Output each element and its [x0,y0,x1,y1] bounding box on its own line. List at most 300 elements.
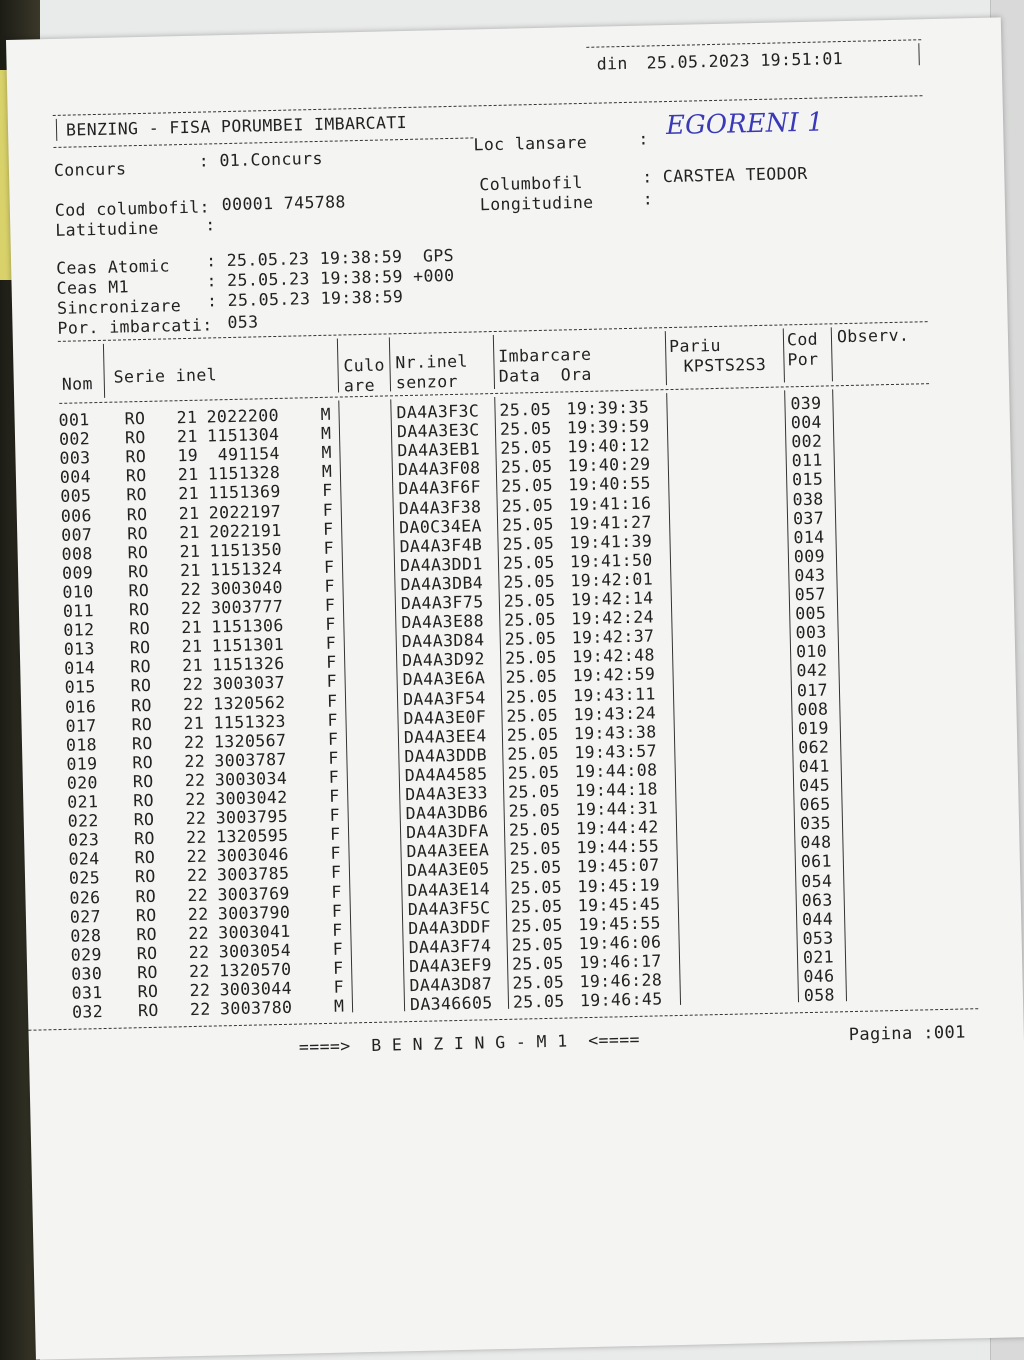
cell-cod: 035 [799,813,832,834]
cell-an: 22 [184,770,206,791]
cell-sex: F [326,691,338,711]
cell-an: 22 [183,732,205,752]
cell-nom: 021 [67,792,99,812]
cell-cod: 004 [790,412,823,433]
cell-ora: 19:41:39 [569,531,653,553]
cell-nom: 025 [68,868,101,889]
col-sep-cod [831,327,833,381]
cell-ora: 19:46:06 [578,932,662,954]
cell-nom: 001 [58,410,90,430]
cell-senzor: DA4A3F38 [398,496,482,518]
cell-sex: M [320,404,332,424]
cell-data: 25.05 [501,514,555,535]
ceas-m1-value: : 25.05.23 19:38:59 +000 [206,265,455,291]
cell-ora: 19:45:19 [577,874,661,896]
cell-serie: 1151326 [212,654,285,675]
cell-data: 25.05 [502,552,555,573]
cell-data: 25.05 [506,724,559,745]
cell-ora: 19:45:55 [577,913,662,934]
cell-data: 25.05 [509,858,562,879]
cell-senzor: DA4A3F6F [398,477,482,499]
cell-cod: 043 [794,565,826,586]
cell-tara: RO [136,924,158,944]
cell-serie: 3003795 [215,806,289,828]
cell-tara: RO [130,676,152,696]
cell-senzor: DA4A3E05 [406,859,490,881]
cell-an: 21 [182,655,204,676]
col-sep-culo [389,337,391,391]
cell-tara: RO [127,561,149,582]
cell-sex: M [320,423,332,444]
date-label: din [596,53,628,74]
date-value: 25.05.2023 19:51:01 [646,49,844,73]
cell-nom: 013 [63,639,96,660]
cell-an: 21 [179,560,201,580]
cell-data: 25.05 [511,915,564,936]
cell-an: 22 [182,694,204,714]
cell-an: 21 [178,484,200,504]
latitudine-value: : [205,215,216,235]
cell-senzor: DA4A3F3C [396,401,480,423]
cell-an: 22 [189,980,211,1001]
cell-senzor: DA4A3EE4 [403,725,487,747]
cell-ora: 19:40:12 [567,435,651,457]
cell-serie: 1320567 [213,730,287,752]
cell-serie: 3003046 [216,845,290,866]
cell-sex: F [324,595,336,615]
por-imbarcati-value: 053 [227,312,259,333]
cell-sex: F [329,824,341,845]
cell-tara: RO [124,428,146,448]
cell-sex: F [323,557,335,577]
cell-serie: 1320595 [215,825,289,847]
cell-data: 25.05 [504,647,558,669]
col-header-observ: Observ. [836,325,910,347]
cell-tara: RO [125,466,147,486]
cell-sex: F [323,538,335,558]
cell-serie: 2022197 [208,501,282,523]
cell-nom: 022 [67,811,99,831]
cell-ora: 19:45:45 [577,893,661,915]
col-sep-serie [337,339,339,393]
cell-senzor: DA4A3E33 [405,783,489,805]
cod-columbofil-value: 00001 745788 [221,192,346,215]
cell-serie: 3003042 [215,787,288,809]
cell-cod: 039 [790,393,822,414]
cell-ora: 19:43:24 [573,703,657,724]
cell-an: 21 [176,426,198,447]
cell-senzor: DA346605 [409,993,493,1015]
cell-cod: 009 [793,546,826,567]
cell-nom: 015 [64,677,96,698]
sincronizare-label: Sincronizare [56,296,182,318]
footer-page-number: Pagina :001 [848,1022,966,1046]
cell-senzor: DA4A3DFA [405,821,489,843]
cell-nom: 012 [63,620,95,640]
cell-an: 21 [179,541,201,561]
concurs-value: : 01.Concurs [198,148,323,171]
cell-tara: RO [135,886,157,906]
cell-sex: F [333,977,345,997]
cell-data: 25.05 [510,877,563,898]
col-header-data-ora: Data Ora [498,364,592,386]
cell-tara: RO [130,695,153,715]
cell-sex: F [325,633,337,654]
cell-data: 25.05 [504,609,557,630]
cell-cod: 048 [800,832,832,853]
cell-nom: 003 [59,448,91,469]
cell-senzor: DA4A3F75 [400,592,484,614]
cell-cod: 062 [798,737,830,758]
cell-ora: 19:43:38 [573,722,657,743]
cell-serie: 3003769 [217,883,290,904]
cell-cod: 042 [796,660,828,681]
cell-an: 22 [180,598,202,619]
cell-data: 25.05 [511,953,564,974]
cell-tara: RO [129,638,151,658]
cell-nom: 008 [61,543,93,564]
cell-cod: 061 [800,851,833,872]
cell-cod: 045 [798,775,831,796]
cell-sex: F [332,939,344,959]
cell-sex: F [322,481,333,501]
cell-data: 25.05 [505,686,558,707]
cell-serie: 1151301 [211,635,285,656]
cell-cod: 058 [803,985,836,1006]
cell-cod: 057 [794,584,827,605]
cell-nom: 024 [68,849,100,870]
cell-an: 22 [187,885,209,905]
cell-nom: 023 [67,830,100,850]
col-header-nom: Nom [61,374,94,394]
cell-sex: F [330,862,342,883]
cell-tara: RO [136,962,159,983]
cell-sex: M [321,462,333,482]
cell-tara: RO [124,408,146,429]
cell-senzor: DA4A3DB6 [405,802,489,824]
cell-senzor: DA4A3D87 [409,974,493,996]
cell-data: 25.05 [508,819,561,840]
loc-lansare-label: Loc lansare [473,132,588,155]
cell-senzor: DA4A3F54 [402,687,486,709]
cell-tara: RO [137,981,159,1002]
ceas-m1-label: Ceas M1 [56,277,130,298]
cell-tara: RO [134,848,156,868]
ceas-atomic-label: Ceas Atomic [55,256,171,278]
cell-tara: RO [127,523,149,543]
cell-ora: 19:44:18 [574,779,659,801]
cell-cod: 019 [797,718,830,738]
cell-tara: RO [137,1000,159,1021]
col-header-kpsts: KPSTS2S3 [683,354,767,376]
col-header-cod: Cod [786,329,819,350]
cell-sex: F [329,786,340,806]
cell-cod: 046 [803,966,835,987]
cell-cod: 011 [791,450,823,471]
cell-senzor: DA4A4585 [404,764,488,786]
cell-senzor: DA0C34EA [398,515,483,537]
cell-nom: 002 [58,429,91,449]
cell-data: 25.05 [501,495,554,516]
cell-sex: F [327,729,339,749]
cell-an: 21 [181,636,203,657]
cell-an: 22 [188,961,211,981]
col-header-pariu: Pariu [668,335,721,357]
col-sep-pariu [783,328,785,382]
cell-senzor: DA4A3EEA [406,840,490,862]
cell-serie: 1151369 [208,482,281,503]
header-rule-top [586,39,921,48]
cell-ora: 19:42:01 [570,569,654,591]
loc-lansare-value: : [638,129,649,149]
cell-ora: 19:39:35 [566,397,650,419]
cell-tara: RO [126,504,148,524]
col-header-culo-2: are [343,375,376,396]
cell-nom: 026 [69,887,101,908]
cell-data: 25.05 [511,934,564,955]
cell-data: 25.05 [503,571,556,592]
cell-sex: F [325,652,337,673]
cell-tara: RO [132,752,154,773]
cell-nom: 020 [66,772,99,793]
cell-serie: 3003787 [214,749,287,771]
cell-an: 22 [189,999,211,1020]
cell-sex: F [331,901,343,921]
cell-nom: 019 [66,753,98,774]
cell-an: 19 [177,445,199,466]
cell-nom: 031 [71,983,103,1003]
columbofil-label: Columbofil [479,172,583,195]
cell-ora: 19:44:55 [576,836,660,858]
cell-serie: 1151306 [211,615,284,637]
cell-an: 21 [178,522,201,542]
cell-tara: RO [126,485,148,505]
cell-ora: 19:42:24 [571,607,655,629]
cell-sex: F [332,920,343,940]
cell-serie: 3003780 [219,997,293,1019]
cell-nom: 005 [60,486,92,507]
cell-data: 25.05 [502,533,555,554]
cell-ora: 19:41:27 [568,512,652,533]
cell-ora: 19:40:55 [568,473,652,495]
cell-nom: 027 [69,906,102,927]
cell-cod: 044 [801,909,834,929]
cell-sex: F [325,614,336,634]
cell-serie: 1320562 [212,692,286,713]
cell-serie: 3003785 [216,864,290,885]
cell-tara: RO [134,867,156,887]
cell-senzor: DA4A3EB1 [397,439,481,461]
cell-senzor: DA4A3D92 [401,649,486,671]
cell-senzor: DA4A3F4B [399,535,483,556]
cell-an: 22 [185,827,208,848]
cell-data: 25.05 [506,705,559,726]
cell-tara: RO [133,829,156,849]
col-header-nr: Nr.inel [395,351,468,373]
cell-tara: RO [130,657,152,677]
cell-cod: 010 [795,641,828,662]
col-header-nr-2: senzor [395,371,459,393]
cell-nom: 011 [62,601,95,621]
cell-senzor: DA4A3DDF [408,916,492,938]
cell-data: 25.05 [507,743,560,764]
cell-data: 25.05 [505,667,558,688]
cell-ora: 19:41:16 [568,492,652,514]
cell-cod: 065 [799,794,831,815]
col-sep-nr [493,335,495,389]
title-rule-bottom [53,137,473,148]
latitudine-label: Latitudine [55,218,159,240]
cell-serie: 3003044 [219,978,293,1000]
cell-serie: 3003790 [217,902,291,924]
cell-serie: 1151324 [209,558,283,580]
cell-serie: 491154 [207,444,281,465]
cell-senzor: DA4A3F08 [397,458,481,480]
cell-ora: 19:44:31 [575,798,659,820]
cell-nom: 009 [61,562,94,583]
cell-cod: 054 [801,870,833,891]
cell-data: 25.05 [500,437,553,459]
cell-ora: 19:42:14 [570,588,654,610]
cell-data: 25.05 [503,590,556,611]
cell-nom: 016 [64,696,97,717]
columbofil-value: : CARSTEA TEODOR [642,163,808,187]
cell-cod: 005 [795,603,827,624]
cell-an: 21 [183,713,205,733]
col-header-serie: Serie inel [113,365,218,387]
cell-ora: 19:41:50 [569,550,653,572]
cell-nom: 032 [71,1002,104,1022]
cell-an: 22 [188,942,210,962]
cell-cod: 037 [792,508,825,528]
cell-senzor: DA4A3D84 [401,630,485,652]
cell-an: 21 [178,503,200,523]
cell-cod: 021 [802,947,835,968]
cell-tara: RO [131,714,153,734]
cell-sex: F [330,843,342,864]
cell-cod: 003 [795,622,827,643]
cell-sex: F [322,519,334,539]
cell-senzor: DA4A3DDB [404,745,488,766]
cell-sex: M [333,996,345,1016]
cell-sex: F [327,710,339,730]
cell-ora: 19:43:57 [574,741,658,763]
cell-serie: 3003040 [210,577,284,599]
concurs-label: Concurs [53,159,127,180]
cell-senzor: DA4A3F5C [407,897,491,919]
cell-ora: 19:46:28 [579,970,663,992]
cell-nom: 029 [70,944,103,965]
cell-an: 22 [182,675,204,695]
cell-sex: F [328,748,339,768]
cell-ora: 19:44:08 [574,760,658,782]
cell-an: 21 [176,407,198,428]
cell-nom: 030 [70,963,103,984]
cell-tara: RO [136,943,158,964]
cell-an: 22 [188,923,210,943]
col-sep-imb [665,331,667,385]
cell-nom: 006 [60,505,93,526]
cell-tara: RO [133,809,155,830]
footer-brand: ====> B E N Z I N G - M 1 <==== [298,1029,641,1057]
loc-lansare-handwritten: EGORENI 1 [665,107,824,142]
cell-ora: 19:46:17 [578,951,662,973]
cell-ora: 19:45:07 [576,855,660,877]
cell-serie: 3003054 [218,940,292,962]
cell-ora: 19:42:48 [571,645,656,667]
cell-tara: RO [128,599,150,620]
cell-cod: 015 [791,469,824,490]
cell-ora: 19:39:59 [566,416,650,438]
cell-an: 22 [186,846,208,867]
cell-tara: RO [135,905,157,925]
cell-cod: 063 [801,890,833,910]
cell-senzor: DA4A3F74 [408,936,492,957]
cell-data: 25.05 [507,781,561,802]
cell-data: 25.05 [499,418,552,439]
cell-an: 22 [185,789,207,810]
cell-data: 25.05 [504,628,557,650]
cell-an: 21 [177,465,199,485]
cell-cod: 038 [792,489,824,509]
cell-nom: 010 [62,582,94,602]
cell-sex: M [321,442,332,463]
cell-nom: 028 [70,925,102,946]
cell-cod: 041 [798,756,830,777]
cell-cod: 008 [797,699,829,719]
cell-serie: 3003777 [210,596,284,618]
cell-data: 25.05 [510,896,563,917]
cell-serie: 2022200 [206,405,280,427]
cell-senzor: DA4A3DD1 [399,554,483,575]
cell-nom: 017 [65,715,97,736]
printed-sheet [6,17,1024,1359]
cell-sex: F [332,958,344,978]
cell-cod: 053 [802,928,834,948]
cell-senzor: DA4A3E14 [407,878,491,900]
cell-sex: F [326,672,338,692]
cell-serie: 1151350 [209,539,283,561]
cell-sex: F [329,805,341,825]
cell-tara: RO [132,771,154,792]
cell-tara: RO [131,733,153,754]
longitudine-label: Longitudine [479,192,594,215]
cell-sex: F [328,767,340,787]
cell-data: 25.05 [508,800,561,821]
cell-sex: F [322,500,334,520]
cell-data: 25.05 [499,399,552,420]
col-header-culo: Culo [343,355,386,376]
page-title: BENZING - FISA PORUMBEI IMBARCATI [65,112,408,140]
col-header-imbarcare: Imbarcare [498,344,592,366]
cell-serie: 1151304 [206,424,280,446]
cell-serie: 1151323 [213,711,287,733]
longitudine-value: : [642,189,654,209]
cell-senzor: DA4A3EF9 [408,955,492,976]
ceas-atomic-value: : 25.05.23 19:38:59 GPS [205,245,455,271]
cell-cod: 017 [796,680,829,700]
cell-serie: 2022191 [208,520,282,542]
cod-columbofil-label: Cod columbofil: [54,197,211,220]
header-rule-right [918,43,919,65]
cell-data: 25.05 [507,762,560,783]
cell-cod: 014 [793,527,825,547]
cell-an: 22 [187,904,209,924]
cell-tara: RO [128,580,150,601]
cell-ora: 19:42:59 [572,664,656,686]
cell-sex: F [331,882,342,902]
cell-serie: 3003041 [218,921,291,943]
